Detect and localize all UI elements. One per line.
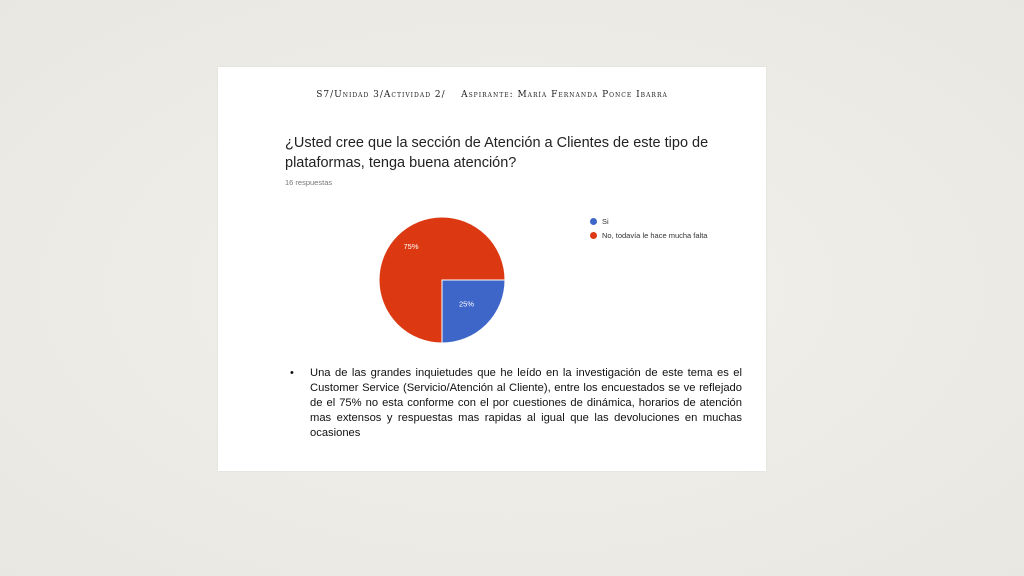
pie-slice-0	[442, 280, 505, 343]
bullet-icon: •	[290, 367, 294, 379]
response-count: 16 respuestas	[285, 178, 333, 187]
legend-label-si: Si	[602, 216, 609, 226]
chart-legend	[590, 214, 707, 242]
slide-header: S7/Unidad 3/Actividad 2/ Aspirante: María Fernanda Ponce Ibarra	[316, 90, 668, 100]
bullet-list-item	[290, 366, 742, 441]
legend-dot-no	[590, 232, 597, 239]
legend-item-no	[590, 228, 707, 242]
pie-label-1: 75%	[403, 241, 419, 251]
legend-item-si	[590, 214, 707, 228]
slide-card	[218, 67, 766, 471]
legend-dot-si	[590, 218, 597, 225]
survey-question: ¿Usted cree que la sección de Atención a Clientes de este tipo de plataformas, tenga buena atención?	[285, 135, 709, 171]
bullet-text: Una de las grandes inquietudes que he leído en la investigación de este tema es el Customer Service (Servicio/Atención al Cliente), entre los encuestados se ve reflejado de el 75% no esta conforme con el por cuestiones de dinámica, horarios de atención mas extensos y respuestas mas rapidas al igual que las devoluciones en muchas ocasiones	[310, 367, 742, 439]
legend-label-no: No, todavía le hace mucha falta	[602, 230, 708, 240]
pie-label-0: 25%	[458, 299, 475, 309]
